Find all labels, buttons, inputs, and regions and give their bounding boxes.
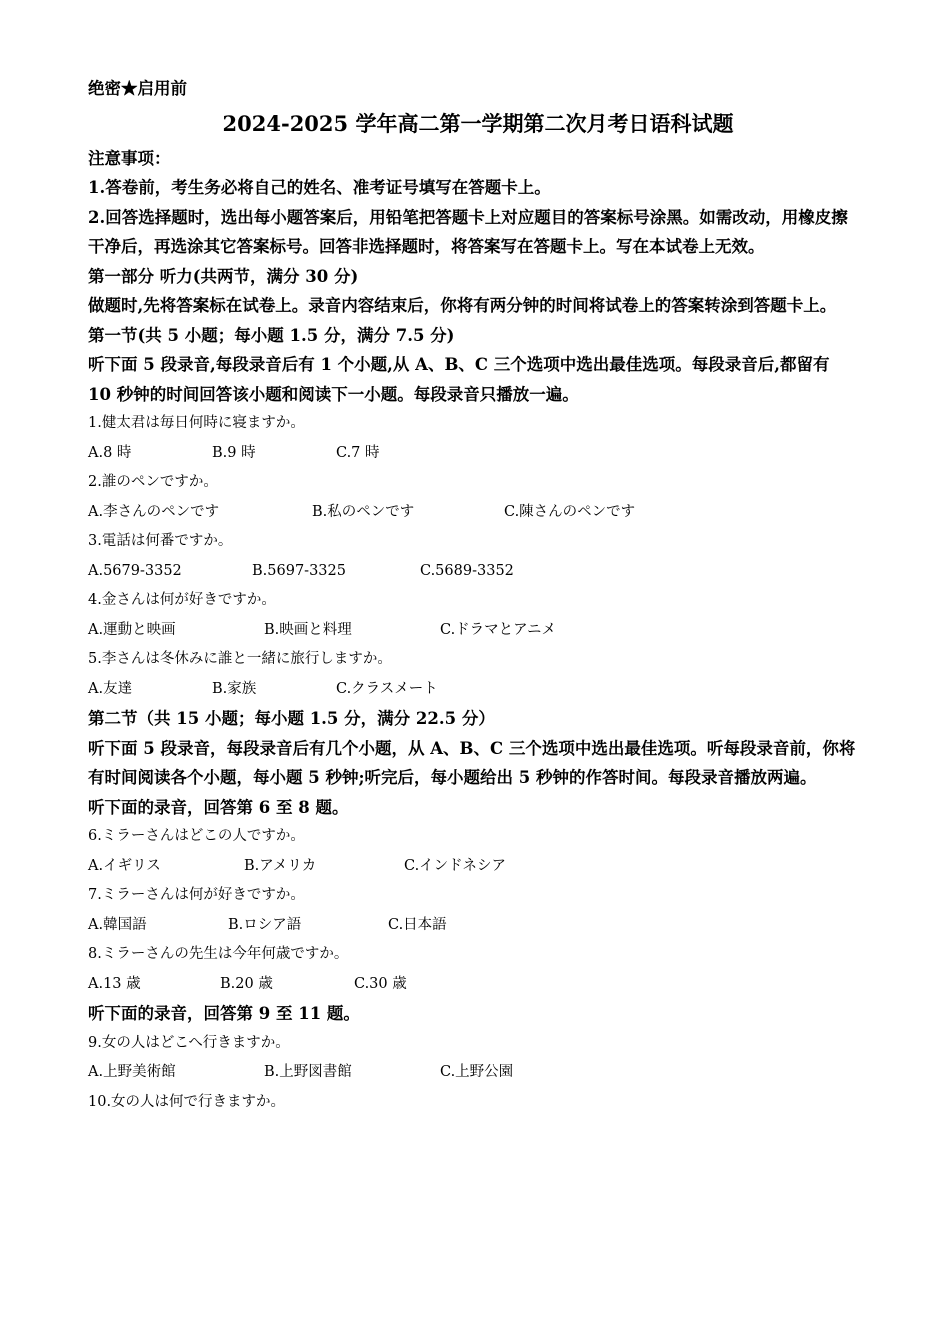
options-5	[88, 675, 868, 705]
option-8c: C.30 歳	[354, 975, 407, 992]
part1-heading: 第一部分 听力(共两节，满分 30 分)	[88, 266, 359, 286]
option-6b: B.アメリカ	[244, 857, 317, 874]
option-6a: A.イギリス	[88, 857, 161, 874]
option-7a: A.韓国語	[88, 916, 147, 933]
option-5c: C.クラスメート	[336, 680, 438, 697]
section1-heading: 第一节(共 5 小题；每小题 1.5 分，满分 7.5 分)	[88, 325, 455, 345]
question-2: 2.誰のペンですか。	[88, 474, 218, 490]
question-10: 10.女の人は何で行きますか。	[88, 1093, 286, 1110]
options-8	[88, 970, 868, 1000]
option-2b: B.私のペンです	[312, 503, 415, 520]
question-4: 4.金さんは何が好きですか。	[88, 592, 276, 608]
note-2: 2.回答选择题时，选出每小题答案后，用铅笔把答题卡上对应题目的答案标号涂黑。如需改动，用橡皮擦干净后，再选涂其它答案标号。回答非选择题时，将答案写在答题卡上。写在本试卷上无效。	[88, 207, 848, 256]
option-4c: C.ドラマとアニメ	[440, 621, 556, 638]
exam-page	[88, 74, 868, 1117]
question-3: 3.電話は何番ですか。	[88, 533, 233, 549]
option-8b: B.20 歳	[220, 975, 273, 992]
group1-heading: 听下面的录音，回答第 6 至 8 题。	[88, 797, 349, 817]
options-3	[88, 557, 868, 587]
question-1: 1.健太君は毎日何時に寝ますか。	[88, 415, 305, 431]
option-7c: C.日本語	[388, 916, 447, 933]
option-7b: B.ロシア語	[228, 916, 302, 933]
option-6c: C.インドネシア	[404, 857, 507, 874]
exam-title: 2024-2025 学年高二第一学期第二次月考日语科试题	[222, 110, 734, 136]
confidential-label: 绝密★启用前	[88, 79, 187, 98]
question-8: 8.ミラーさんの先生は今年何歳ですか。	[88, 946, 349, 962]
question-9: 9.女の人はどこへ行きますか。	[88, 1034, 290, 1051]
option-9b: B.上野図書館	[264, 1064, 352, 1080]
notes-heading: 注意事项：	[88, 148, 171, 168]
section1-instruction: 听下面 5 段录音,每段录音后有 1 个小题,从 A、B、C 三个选项中选出最佳选项。每段录音后,都留有 10 秒钟的时间回答该小题和阅读下一小题。每段录音只播放一遍。	[88, 355, 830, 404]
option-3c: C.5689-3352	[420, 562, 514, 579]
option-8a: A.13 歳	[88, 975, 141, 992]
options-2	[88, 498, 868, 528]
note-1: 1.答卷前，考生务必将自己的姓名、准考证号填写在答题卡上。	[88, 178, 551, 197]
option-4a: A.運動と映画	[88, 621, 176, 638]
option-4b: B.映画と料理	[264, 621, 352, 638]
option-1b: B.9 時	[212, 444, 256, 461]
option-5a: A.友達	[88, 680, 133, 697]
option-1c: C.7 時	[336, 444, 380, 461]
section2-instruction: 听下面 5 段录音，每段录音后有几个小题，从 A、B、C 三个选项中选出最佳选项。听每段录音前，你将有时间阅读各个小题，每小题 5 秒钟;听完后，每小题给出 5 秒钟的作答时间。每段录音播放两遍。	[88, 738, 856, 787]
options-9	[88, 1058, 868, 1088]
question-5: 5.李さんは冬休みに誰と一緒に旅行しますか。	[88, 651, 392, 667]
options-4	[88, 616, 868, 646]
option-9c: C.上野公園	[440, 1064, 514, 1080]
option-1a: A.8 時	[88, 444, 132, 461]
group2-heading: 听下面的录音，回答第 9 至 11 题。	[88, 1004, 360, 1023]
question-6: 6.ミラーさんはどこの人ですか。	[88, 828, 305, 844]
section2-heading: 第二节（共 15 小题；每小题 1.5 分，满分 22.5 分）	[88, 709, 495, 728]
options-6	[88, 852, 868, 882]
option-3b: B.5697-3325	[252, 562, 346, 579]
option-2c: C.陳さんのペンです	[504, 503, 636, 520]
options-1	[88, 439, 868, 469]
option-3a: A.5679-3352	[88, 562, 182, 579]
option-5b: B.家族	[212, 680, 257, 697]
option-9a: A.上野美術館	[88, 1064, 176, 1080]
option-2a: A.李さんのペンです	[88, 503, 220, 520]
question-7: 7.ミラーさんは何が好きですか。	[88, 887, 305, 903]
options-7	[88, 911, 868, 941]
part1-instruction: 做题时,先将答案标在试卷上。录音内容结束后，你将有两分钟的时间将试卷上的答案转涂到答题卡上。	[88, 296, 837, 315]
